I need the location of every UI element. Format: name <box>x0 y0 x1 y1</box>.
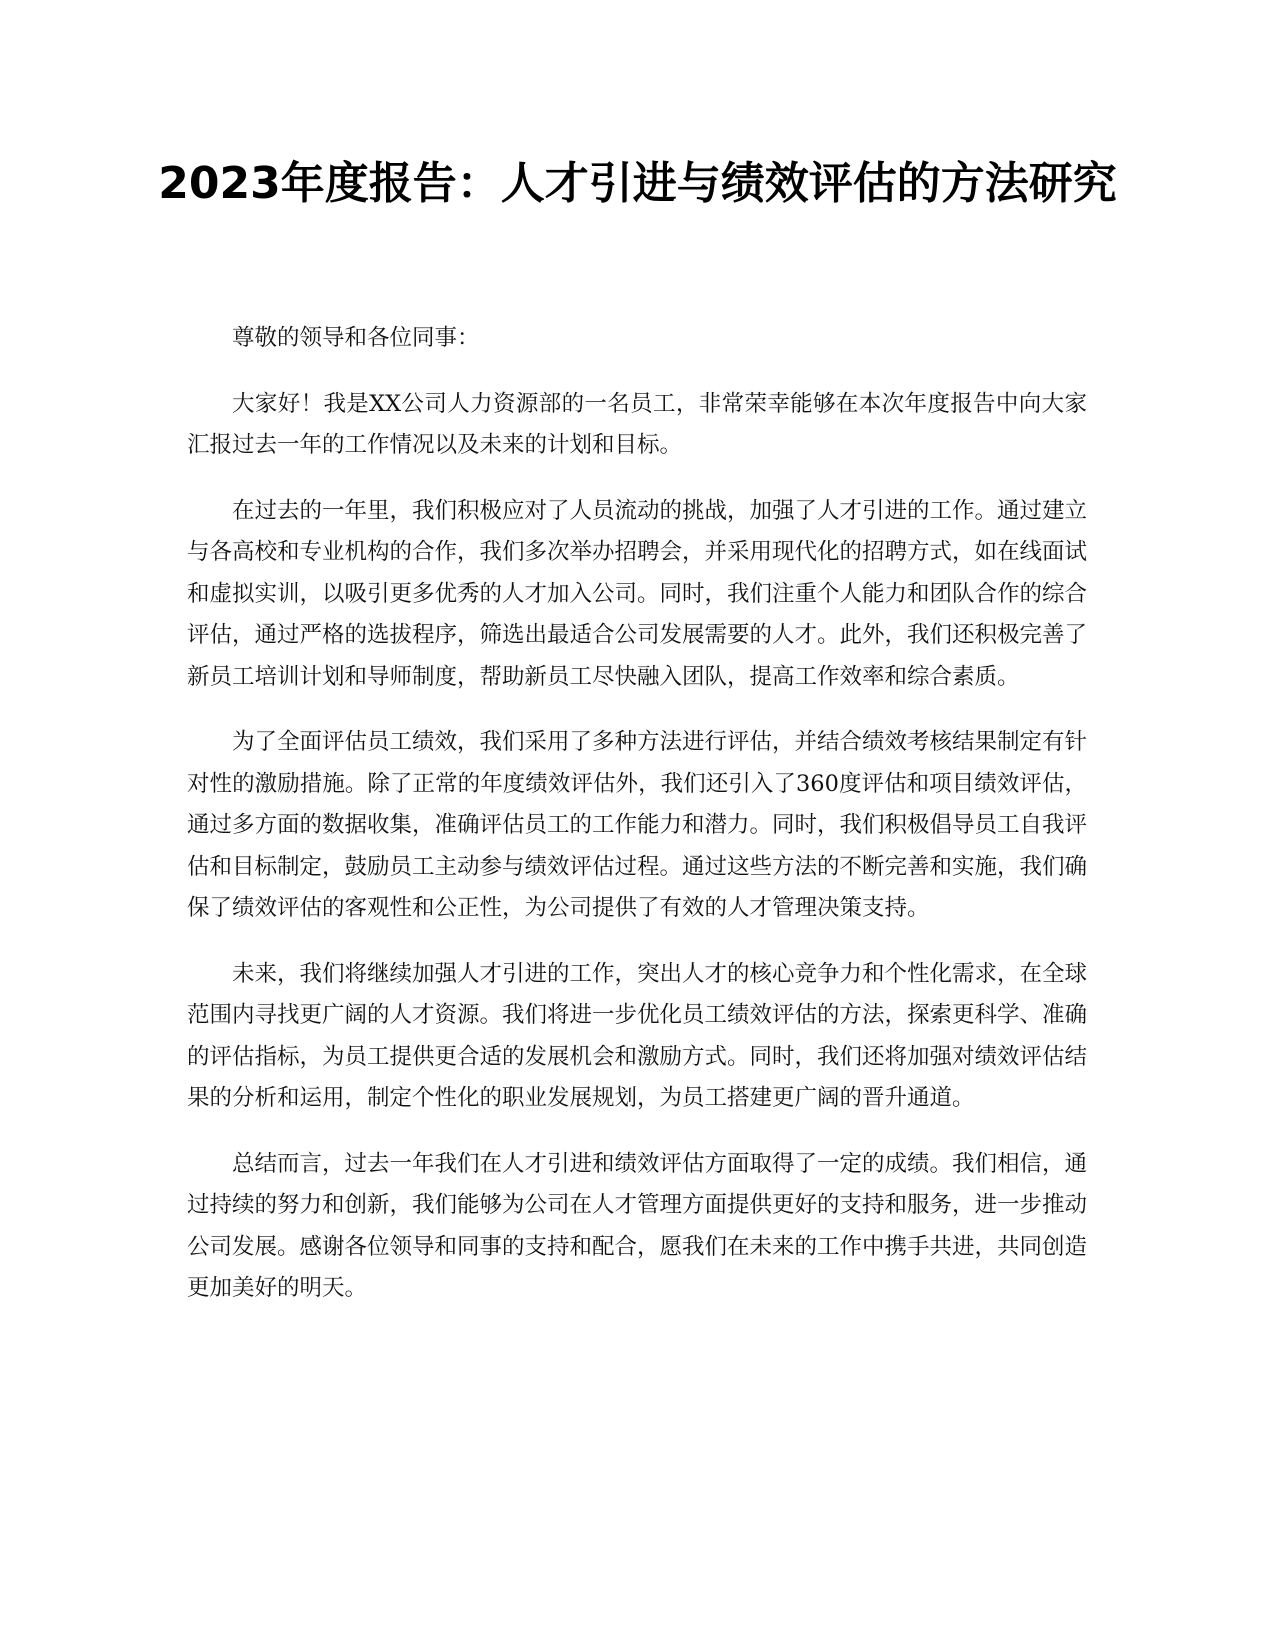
greeting-paragraph: 大家好！我是XX公司人力资源部的一名员工，非常荣幸能够在本次年度报告中向大家汇报过去一年的工作情况以及未来的计划和目标。 <box>187 390 1087 458</box>
performance-evaluation-paragraph: 为了全面评估员工绩效，我们采用了多种方法进行评估，并结合绩效考核结果制定有针对性的激励措施。除了正常的年度绩效评估外，我们还引入了360度评估和项目绩效评估，通过多方面的数据收集，准确评估员工的工作能力和潜力。同时，我们积极倡导员工自我评估和目标制定，鼓励员工主动参与绩效评估过程。通过这些方法的不断完善和实施，我们确保了绩效评估的客观性和公正性，为公司提供了有效的人才管理决策支持。 <box>187 729 1088 921</box>
document-body <box>187 318 1087 1334</box>
document-title: 2023年度报告：人才引进与绩效评估的方法研究 <box>158 158 1117 209</box>
future-plans-paragraph: 未来，我们将继续加强人才引进的工作，突出人才的核心竞争力和个性化需求，在全球范围内寻找更广阔的人才资源。我们将进一步优化员工绩效评估的方法，探索更科学、准确的评估指标，为员工提供更合适的发展机会和激励方式。同时，我们还将加强对绩效评估结果的分析和运用，制定个性化的职业发展规划，为员工搭建更广阔的晋升通道。 <box>187 960 1088 1111</box>
conclusion-paragraph: 总结而言，过去一年我们在人才引进和绩效评估方面取得了一定的成绩。我们相信，通过持续的努力和创新，我们能够为公司在人才管理方面提供更好的支持和服务，进一步推动公司发展。感谢各位领导和同事的支持和配合，愿我们在未来的工作中携手共进，共同创造更加美好的明天。 <box>187 1150 1088 1301</box>
talent-recruitment-paragraph: 在过去的一年里，我们积极应对了人员流动的挑战，加强了人才引进的工作。通过建立与各高校和专业机构的合作，我们多次举办招聘会，并采用现代化的招聘方式，如在线面试和虚拟实训，以吸引更多优秀的人才加入公司。同时，我们注重个人能力和团队合作的综合评估，通过严格的选拔程序，筛选出最适合公司发展需要的人才。此外，我们还积极完善了新员工培训计划和导师制度，帮助新员工尽快融入团队，提高工作效率和综合素质。 <box>187 497 1088 690</box>
salutation-paragraph: 尊敬的领导和各位同事： <box>232 325 480 351</box>
